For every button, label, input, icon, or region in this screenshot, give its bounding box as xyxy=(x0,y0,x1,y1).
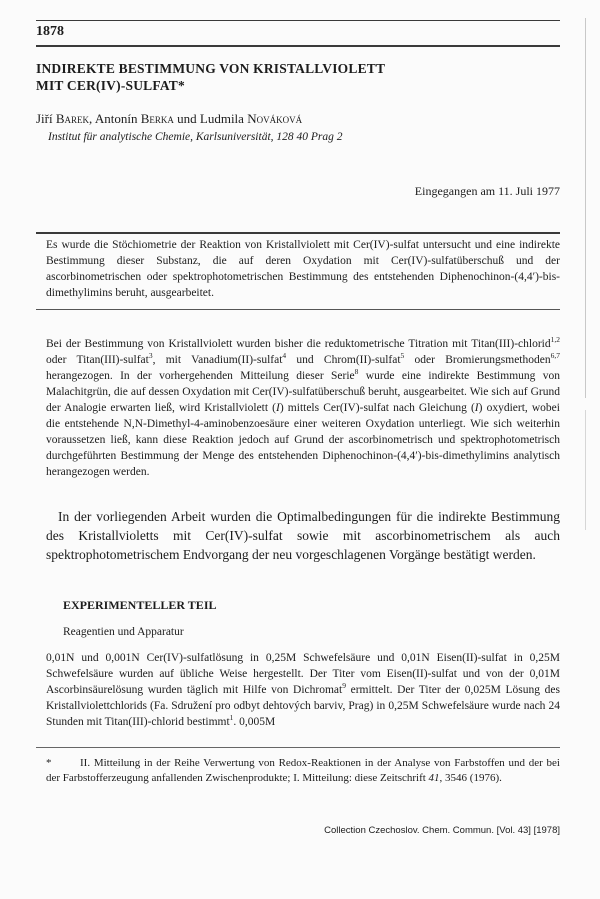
author-separator: , xyxy=(89,111,95,126)
section-heading: EXPERIMENTELLER TEIL xyxy=(63,598,217,612)
page-edge-shadow xyxy=(585,410,586,530)
citation[interactable]: 1 xyxy=(229,713,234,723)
author-given: Jiří xyxy=(36,111,53,126)
citation[interactable]: 4 xyxy=(282,351,287,361)
intro-paragraph-1: Bei der Bestimmung von Kristallviolett wurden bisher die reduktometrische Titration mit Titan(III)-chlorid$^{1,2}$ oder Titan(III)-sulfat$^3$, mit Vanadium(II)-sulfat$^4$ und Chrom(II)-sulfat$^5$ oder Bromierungsmethoden$^{6,7}$ herangezogen. In der vorhergehenden Mitteilung dieser Serie$^8$ wurde eine indirekte Bestimmung von Malachitgrün, die auf dessen Oxydation mit Cer(IV)-sulfatüberschuß beruht, ausgearbeitet. Wie sich auf Grund der Analogie erwarten ließ, wird Kristallviolett (I) mittels Cer(IV)-sulfat nach Gleichung (I) oxydiert, wobei die entstehende N,N-Dimethyl-4-aminobenzoesäure einer weiteren Oxydation unterliegt. Wie sich weiterhin voraussetzen ließ, kann diese Reaktion jedoch auf Grund der ascorbinometrisch und spektrophotometrisch durchgeführten Bestimmung der Menge des entstehenden Diphenochinon-(4,4′)-bis-dimethylimins analytisch herangezogen werden. xyxy=(46,335,560,478)
equation-ref: I xyxy=(474,402,479,414)
volume-number: 41 xyxy=(428,772,440,784)
experimental-paragraph-1: 0,01N und 0,001N Cer(IV)-sulfatlösung in 0,25M Schwefelsäure und 0,01N Eisen(II)-sulfat in 0,25M Schwefelsäure wurden auf übliche Weise hergestellt. Der Titer vom Eisen(II)-sulfat und von der 0,01M Ascorbinsäurelösung wurden täglich mit Hilfe von Dichromat$^9$ ermittelt. Der Titer der 0,025M Lösung des Kristallviolettchlorids (Fa. Sdružení pro odbyt dehtových barviv, Prag) in 0,25M Schwefelsäure wurde nach 24 Stunden mit Titan(III)-chlorid bestimmt$^1$. 0,005M xyxy=(46,652,560,728)
author-family: Barek xyxy=(55,111,90,126)
title-line-1: INDIREKTE BESTIMMUNG VON KRISTALLVIOLETT xyxy=(36,61,386,76)
footnote-marker: * xyxy=(46,757,52,769)
author-family: Nováková xyxy=(247,111,303,126)
abstract: Es wurde die Stöchiometrie der Reaktion von Kristallviolett mit Cer(IV)-sulfat untersucht und eine indirekte Bestimmung dieser Substanz, die auf deren Oxydation mit Cer(IV)-sulfatüberschuß und der ascorbinometrischen oder spektrophotometrischen Bestimmung des entstehenden Diphenochinon-(4,4′)-bis-dimethylimins beruht, ausgearbeitet. xyxy=(46,239,560,299)
footnote-rule xyxy=(36,747,560,748)
article-title xyxy=(36,60,385,94)
subsection-heading: Reagentien und Apparatur xyxy=(63,626,184,638)
abstract-rule-bottom xyxy=(36,309,560,310)
received-date: Eingegangen am 11. Juli 1977 xyxy=(414,184,560,198)
header-rule-top xyxy=(36,20,560,21)
author-separator: und xyxy=(173,111,200,126)
citation[interactable]: 5 xyxy=(400,351,405,361)
author-family: Berka xyxy=(140,111,174,126)
citation[interactable]: 1,2 xyxy=(550,335,560,345)
citation[interactable]: 3 xyxy=(148,351,153,361)
page-number: 1878 xyxy=(36,24,64,39)
abstract-rule-top xyxy=(36,232,560,234)
page-edge-shadow xyxy=(585,18,586,398)
citation[interactable]: 8 xyxy=(354,367,359,377)
citation[interactable]: 6,7 xyxy=(550,351,560,361)
author-list xyxy=(36,111,302,127)
author-given: Antonín xyxy=(94,111,138,126)
equation-ref: I xyxy=(276,402,280,414)
running-footer: Collection Czechoslov. Chem. Commun. [Vol. 43] [1978] xyxy=(324,825,560,836)
footnote: * II. Mitteilung in der Reihe Verwertung von Redox-Reaktionen in der Analyse von Farbstoffen und der bei der Farbstofferzeugung anfallenden Zwischenprodukte; I. Mitteilung: diese Zeitschrift 41, 3546 (1976). xyxy=(46,757,560,784)
header-rule-bottom xyxy=(36,45,560,47)
affiliation: Institut für analytische Chemie, Karlsuniversität, 128 40 Prag 2 xyxy=(48,131,343,143)
title-line-2: MIT CER(IV)-SULFAT* xyxy=(36,78,185,93)
citation[interactable]: 9 xyxy=(342,681,346,691)
intro-paragraph-2: In der vorliegenden Arbeit wurden die Optimalbedingungen für die indirekte Bestimmung des Kristallvioletts mit Cer(IV)-sulfat sowie mit ascorbinometrischem als auch spektrophotometrischem Endvorgang der neu vorgeschlagenen Vorgänge bestätigt werden. xyxy=(46,509,560,562)
author-given: Ludmila xyxy=(199,111,244,126)
